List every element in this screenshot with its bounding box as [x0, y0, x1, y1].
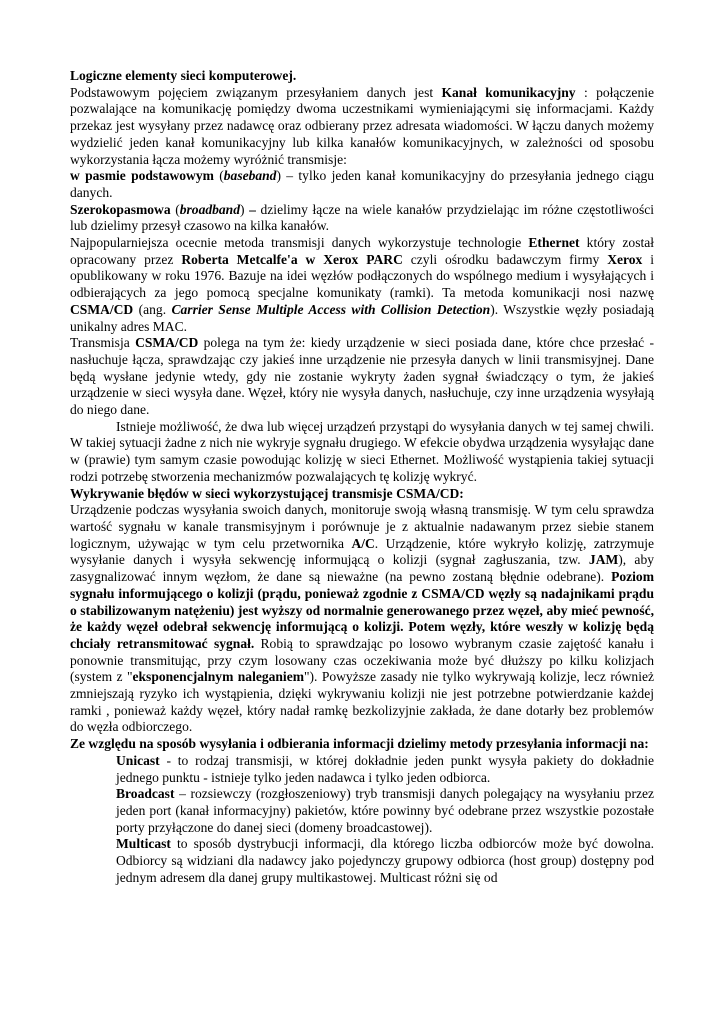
paragraph-collision: Istnieje możliwość, że dwa lub więcej urządzeń przystąpi do wysyłania danych w tej samej chwili. W takiej sytuacji żadne z nich nie wykryje sygnału drugiego. W efekcie obydwa urządzenia wysyłając dane w (prawie) tym samym czasie powodując kolizję w sieci Ethernet. Możliwość wystąpienia takiej sytuacji rodzi potrzebę stworzenia mechanizmów pozwalających tę kolizję wykryć. [70, 418, 654, 484]
heading-transmission-methods: Ze względu na sposób wysyłania i odbierania informacji dzielimy metody przesyłania informacji na: [70, 736, 649, 752]
paragraph-broadband: Szerokopasmowa (broadband) – dzielimy łącze na wiele kanałów przydzielając im różne częstotliwości lub dzielimy przesył czasowo na kilka kanałów. [70, 201, 655, 234]
paragraph-csma-cd: Transmisja CSMA/CD polega na tym że: kiedy urządzenie w sieci posiada dane, które chce przesłać - nasłuchuje łącza, sprawdzając czy jakieś inne urządzenie nie przesyła danych w linii transmisyjnej. Dane będą wysłane jedynie wtedy, gdy nie zostanie wykryty żaden sygnał świadczący o tym, że jakieś urządzenie w sieci wysyła dane. Węzeł, który nie wysyła danych, nasłuchuje, czy inne urządzenia wysyłają do niego dane. [70, 335, 654, 418]
paragraph-broadcast: Broadcast – rozsiewczy (rozgłoszeniowy) tryb transmisji danych polegający na wysyłaniu przez jeden port (kanał informacyjny) pakietów, które powinny być odebrane przez wszystkie pozostałe porty przyłączone do danej sieci (domeny broadcastowej). [116, 786, 654, 835]
paragraph-communication-channel: Podstawowym pojęciem związanym przesyłaniem danych jest Kanał komunikacyjny : połączenie pozwalające na komunikację pomiędzy dwoma uczestnikami wymieniającymi się informacjami. Każdy przekaz jest wysyłany przez nadawcę oraz odbierany przez adresata wiadomości. W łączu danych możemy wydzielić jeden kanał komunikacyjny lub kilka kanałów komunikacyjnych, w zależności od sposobu wykorzystania łącza możemy wyróżnić transmisje: [70, 84, 654, 167]
paragraph-multicast: Multicast to sposób dystrybucji informacji, dla którego liczba odbiorców może być dowolna. Odbiorcy są widziani dla nadawcy jako pojedynczy grupowy odbiorca (host group) dostępny pod jednym adresem dla danej grupy multikastowej. Multicast różni się od [116, 836, 654, 885]
heading-logical-elements: Logiczne elementy sieci komputerowej. [70, 68, 297, 83]
paragraph-ethernet: Najpopularniejsza ocecnie metoda transmisji danych wykorzystuje technologie Ethernet który został opracowany przez Roberta Metcalfe'a w Xerox PARC czyli ośrodku badawczym firmy Xerox i opublikowany w roku 1976. Bazuje na idei węzłów podłączonych do wspólnego medium i wysyłających i odbierających za jego pomocą specjalne komunikaty (ramki). Ta metoda komunikacji nosi nazwę CSMA/CD (ang. Carrier Sense Multiple Access with Collision Detection). Wszystkie węzły posiadają unikalny adres MAC. [70, 235, 655, 334]
paragraph-error-detection: Urządzenie podczas wysyłania swoich danych, monitoruje swoją własną transmisję. W tym celu sprawdza wartość sygnału w kanale transmisyjnym i porównuje je z aktualnie nadawanym przez siebie stanem logicznym, używając w tym celu przetwornika A/C. Urządzenie, które wykryło kolizję, zatrzymuje wysyłanie danych i wysyła sekwencję informującą o kolizji (sygnał zagłuszania, tzw. JAM), aby zasygnalizować innym węzłom, że dane są nieważne (na pewno zostaną błędnie odebrane). Poziom sygnału informującego o kolizji (prądu, ponieważ zgodnie z CSMA/CD węzły są nadajnikami prądu o stabilizowanym natężeniu) jest wyższy od normalnie generowanego przez węzeł, aby mieć pewność, że każdy węzeł odebrał sekwencję informującą o kolizji. Potem węzły, które weszły w kolizję będą chciały retransmitować sygnał. Robią to sprawdzając po losowo wybranym czasie zajętość kanału i ponownie transmitując, przy czym losowany czas oczekiwania może być dłuższy po kilku kolizjach (system z "eksponencjalnym naleganiem"). Powyższe zasady nie tylko wykrywają kolizje, lecz również zmniejszają ryzyko ich wystąpienia, dzięki wykrywaniu kolizji nie jest potrzebne potwierdzanie każdej ramki , ponieważ każdy węzeł, który nadał ramkę bezkolizyjnie zakłada, że dane dotarły bez problemów do węzła odbiorczego. [70, 502, 654, 735]
paragraph-baseband: w pasmie podstawowym (baseband) – tylko jeden kanał komunikacyjny do przesyłania jednego ciągu danych. [70, 168, 655, 200]
paragraph-unicast: Unicast - to rodzaj transmisji, w której dokładnie jeden punkt wysyła pakiety do dokładnie jednego punktu - istnieje tylko jeden nadawca i tylko jeden odbiorca. [116, 752, 654, 785]
heading-error-detection: Wykrywanie błędów w sieci wykorzystującej transmisje CSMA/CD: [70, 485, 464, 501]
